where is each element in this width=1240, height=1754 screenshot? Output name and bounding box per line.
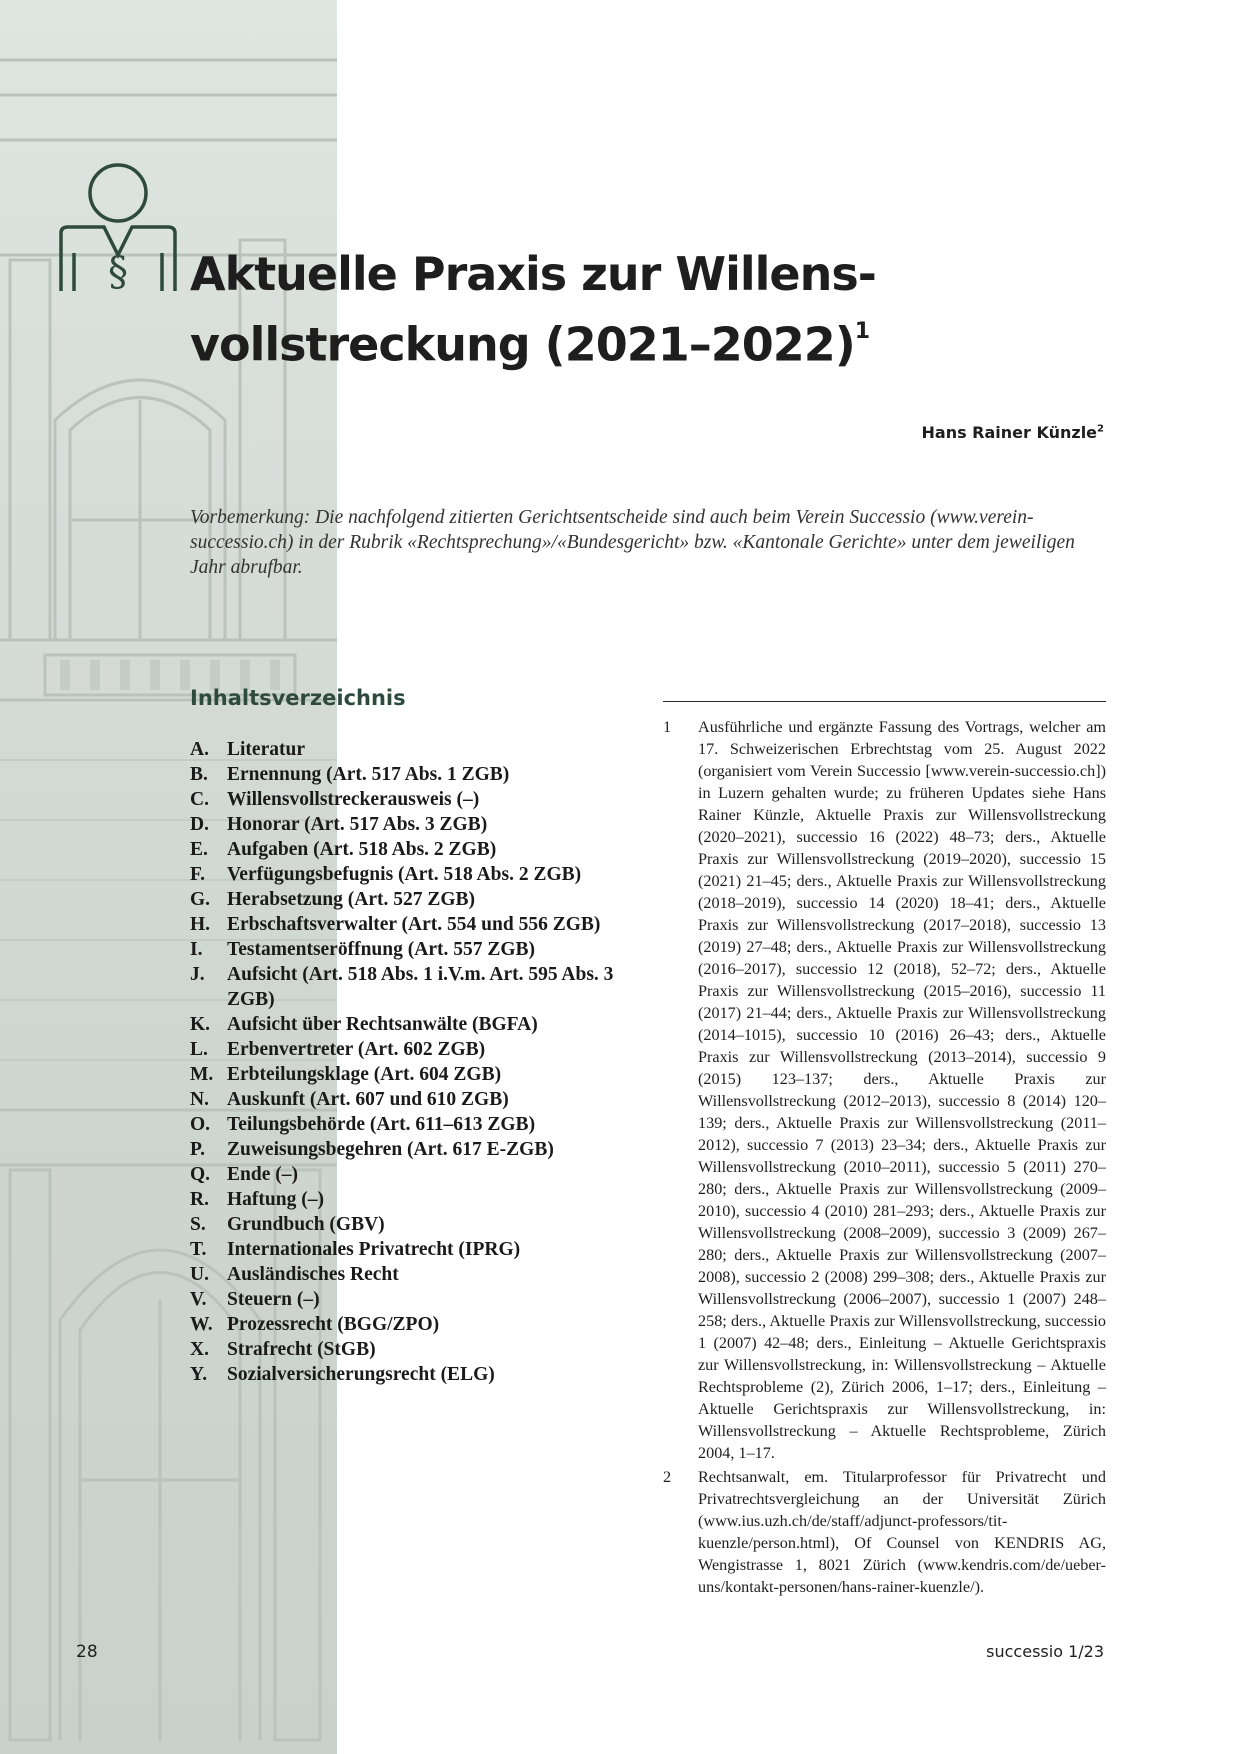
toc-item[interactable]: [190, 1262, 650, 1287]
toc-item-text: Erbteilungsklage (Art. 604 ZGB): [227, 1064, 502, 1085]
toc-item[interactable]: [190, 962, 650, 1012]
toc-item-letter: E.: [190, 839, 208, 860]
footnote-number: 1: [663, 718, 672, 736]
toc-item[interactable]: [190, 1212, 650, 1237]
toc-item[interactable]: [190, 1187, 650, 1212]
toc-item-letter: S.: [190, 1214, 206, 1235]
toc-item-letter: L.: [190, 1039, 208, 1060]
toc-item[interactable]: [190, 1037, 650, 1062]
toc-item-text: Willensvollstreckerausweis (–): [227, 789, 480, 810]
toc-item[interactable]: [190, 837, 650, 862]
toc-item-letter: H.: [190, 914, 211, 935]
toc-item[interactable]: [190, 1162, 650, 1187]
toc-item[interactable]: [190, 862, 650, 887]
toc-item-text: Haftung (–): [227, 1189, 324, 1210]
toc-item-text: Ausländisches Recht: [227, 1264, 399, 1285]
toc-item[interactable]: [190, 1062, 650, 1087]
toc-item-letter: K.: [190, 1014, 211, 1035]
toc-item[interactable]: [190, 812, 650, 837]
toc-item-text: Verfügungsbefugnis (Art. 518 Abs. 2 ZGB): [227, 864, 582, 885]
toc-item-text: Zuweisungsbegehren (Art. 617 E-ZGB): [227, 1139, 554, 1160]
toc-item-text: Steuern (–): [227, 1289, 320, 1310]
toc-item-text: Ernennung (Art. 517 Abs. 1 ZGB): [227, 764, 510, 785]
journal-issue: successio 1/23: [986, 1642, 1104, 1661]
author-footnote-ref[interactable]: 2: [1097, 423, 1104, 435]
toc-item-text: Herabsetzung (Art. 527 ZGB): [227, 889, 476, 910]
toc-item-text: Literatur: [227, 739, 305, 760]
toc-item-text: Prozessrecht (BGG/ZPO): [227, 1314, 440, 1335]
footnote-text: Rechtsanwalt, em. Titularprofessor für Privatrecht und Privatrechtsvergleichung an der Universität Zürich (www.ius.uzh.ch/de/staff/adjunct-professors/tit-kuenzle/person.html), Of Counsel von KENDRIS AG, Wengistrasse 1, 8021 Zürich (www.kendris.com/de/ueber-uns/kontakt-personen/hans-rainer-kuenzle/).: [698, 1468, 1106, 1596]
footnote: [663, 1466, 1106, 1598]
toc-item[interactable]: [190, 1287, 650, 1312]
author-byline: [922, 423, 1105, 442]
toc-item-letter: R.: [190, 1189, 209, 1210]
toc-item-text: Grundbuch (GBV): [227, 1214, 385, 1235]
preface-note: Vorbemerkung: Die nachfolgend zitierten Gerichtsentscheide sind auch beim Verein Successio (www.verein-successio.ch) in der Rubrik «Rechtsprechung»/«Bundesgericht» bzw. «Kantonale Gerichte» unter dem jeweiligen Jahr abrufbar.: [190, 507, 1075, 578]
toc-item[interactable]: [190, 937, 650, 962]
toc-item-letter: G.: [190, 889, 211, 910]
toc-item-letter: A.: [190, 739, 209, 760]
toc-item-text: Ende (–): [227, 1164, 298, 1185]
footnote-divider: [663, 701, 1106, 702]
toc-item-text: Aufsicht über Rechtsanwälte (BGFA): [227, 1014, 538, 1035]
toc-item[interactable]: [190, 1237, 650, 1262]
toc-item[interactable]: [190, 787, 650, 812]
toc-item-text: Sozialversicherungsrecht (ELG): [227, 1364, 495, 1385]
article-title: [190, 242, 1090, 376]
toc-item-letter: I.: [190, 939, 203, 960]
toc-item[interactable]: [190, 1087, 650, 1112]
toc-item-text: Aufsicht (Art. 518 Abs. 1 i.V.m. Art. 595 Abs. 3 ZGB): [227, 964, 614, 1010]
toc-item[interactable]: [190, 1337, 650, 1362]
toc-item-text: Strafrecht (StGB): [227, 1339, 376, 1360]
footnote: [663, 716, 1106, 1464]
toc-item-letter: M.: [190, 1064, 214, 1085]
toc-item-text: Honorar (Art. 517 Abs. 3 ZGB): [227, 814, 488, 835]
toc-item-letter: B.: [190, 764, 208, 785]
toc-item-letter: X.: [190, 1339, 209, 1360]
toc-item-text: Erbenvertreter (Art. 602 ZGB): [227, 1039, 486, 1060]
title-footnote-ref[interactable]: 1: [854, 319, 870, 344]
footnotes: [663, 716, 1106, 1600]
toc-item-letter: N.: [190, 1089, 209, 1110]
toc-item-text: Auskunft (Art. 607 und 610 ZGB): [227, 1089, 509, 1110]
title-line-1: Aktuelle Praxis zur Willens-: [190, 247, 876, 301]
toc-item-letter: F.: [190, 864, 205, 885]
toc-item-text: Aufgaben (Art. 518 Abs. 2 ZGB): [227, 839, 497, 860]
toc-item-letter: D.: [190, 814, 209, 835]
author-name: Hans Rainer Künzle: [921, 423, 1098, 442]
title-line-2: vollstreckung (2021–2022): [190, 317, 855, 372]
toc-item-letter: T.: [190, 1239, 207, 1260]
footnote-text: Ausführliche und ergänzte Fassung des Vortrags, welcher am 17. Schweizerischen Erbrechtstag vom 25. August 2022 (organisiert vom Verein Successio [www.verein-successio.ch]) in Luzern gehalten wurde; zu früheren Updates siehe Hans Rainer Künzle, Aktuelle Praxis zur Willensvollstreckung (2020–2021), successio 16 (2022) 48–73; ders., Aktuelle Praxis zur Willensvollstreckung (2019–2020), successio 15 (2021) 21–45; ders., Aktuelle Praxis zur Willensvollstreckung (2018–2019), successio 14 (2020) 18–41; ders., Aktuelle Praxis zur Willensvollstreckung (2017–2018), successio 13 (2019) 27–48; ders., Aktuelle Praxis zur Willensvollstreckung (2016–2017), successio 12 (2018), 52–72; ders., Aktuelle Praxis zur Willensvollstreckung (2015–2016), successio 11 (2017) 21–44; ders., Aktuelle Praxis zur Willensvollstreckung (2014–1015), successio 10 (2016) 26–43; ders., Aktuelle Praxis zur Willensvollstreckung (2013–2014), successio 9 (2015) 123–137; ders., Aktuelle Praxis zur Willensvollstreckung (2012–2013), successio 8 (2014) 120–139; ders., Aktuelle Praxis zur Willensvollstreckung (2011–2012), successio 7 (2013) 23–34; ders., Aktuelle Praxis zur Willensvollstreckung (2010–2011), successio 5 (2011) 270–280; ders., Aktuelle Praxis zur Willensvollstreckung (2009–2010), successio 4 (2010) 281–293; ders., Aktuelle Praxis zur Willensvollstreckung (2008–2009), successio 3 (2009) 267–280; ders., Aktuelle Praxis zur Willensvollstreckung (2007–2008), successio 2 (2008) 299–308; ders., Aktuelle Praxis zur Willensvollstreckung (2006–2007), successio 1 (2007) 248–258; ders., Aktuelle Praxis zur Willensvollstreckung, successio 1 (2007) 42–48; ders., Einleitung – Aktuelle Gerichtspraxis zur Willensvollstreckung, in: Willensvollstreckung – Aktuelle Rechtsprobleme (2), Zürich 2006, 1–17; ders., Einleitung – Aktuelle Gerichtspraxis zur Willensvollstreckung, in: Willensvollstreckung – Aktuelle Rechtsprobleme, Zürich 2004, 1–17.: [698, 718, 1106, 1462]
toc-item[interactable]: [190, 737, 650, 762]
toc-item[interactable]: [190, 762, 650, 787]
toc-item[interactable]: [190, 1362, 650, 1387]
toc-heading: Inhaltsverzeichnis: [190, 686, 406, 710]
toc-item-letter: J.: [190, 964, 205, 985]
toc-item-letter: U.: [190, 1264, 209, 1285]
table-of-contents: [190, 737, 650, 1387]
toc-item-letter: C.: [190, 789, 209, 810]
toc-item[interactable]: [190, 887, 650, 912]
toc-item-letter: W.: [190, 1314, 213, 1335]
toc-item[interactable]: [190, 1137, 650, 1162]
toc-item-text: Erbschaftsverwalter (Art. 554 und 556 ZGB): [227, 914, 601, 935]
toc-item-letter: P.: [190, 1139, 205, 1160]
toc-item-letter: Y.: [190, 1364, 208, 1385]
footnote-number: 2: [663, 1468, 672, 1486]
svg-text:§: §: [108, 249, 128, 293]
toc-item-text: Testamentseröffnung (Art. 557 ZGB): [227, 939, 536, 960]
toc-item[interactable]: [190, 912, 650, 937]
toc-item-letter: V.: [190, 1289, 207, 1310]
toc-item-text: Teilungsbehörde (Art. 611–613 ZGB): [227, 1114, 536, 1135]
toc-item[interactable]: [190, 1112, 650, 1137]
toc-item[interactable]: [190, 1312, 650, 1337]
toc-item[interactable]: [190, 1012, 650, 1037]
toc-item-letter: Q.: [190, 1164, 211, 1185]
toc-item-text: Internationales Privatrecht (IPRG): [227, 1239, 521, 1260]
page-number: 28: [76, 1642, 98, 1662]
successio-logo-icon: [58, 163, 178, 293]
toc-item-letter: O.: [190, 1114, 211, 1135]
